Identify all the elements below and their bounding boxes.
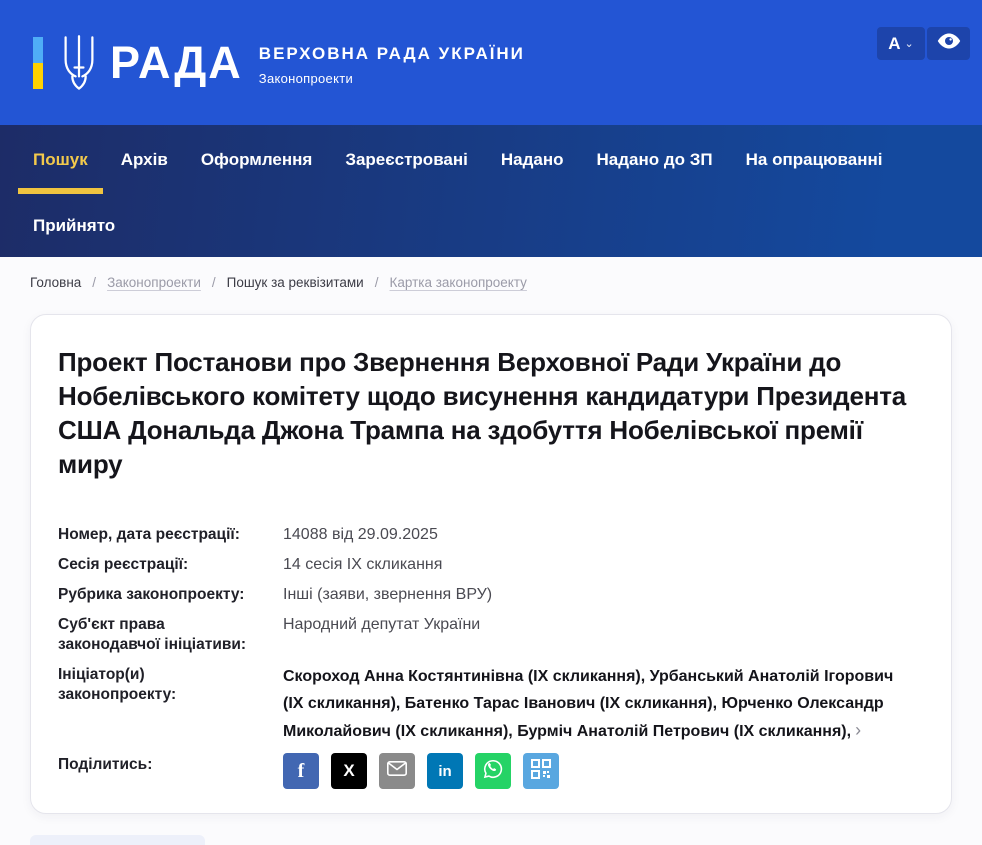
detail-value: Народний депутат України — [283, 616, 481, 633]
email-share-button[interactable] — [379, 753, 415, 789]
main-navigation — [0, 125, 982, 257]
header-controls — [877, 27, 970, 60]
x-twitter-share-button[interactable] — [331, 753, 367, 789]
detail-row-session — [58, 553, 911, 575]
nav-item-arkhiv[interactable]: Архів — [120, 150, 168, 169]
detail-value: 14 сесія ІХ скликання — [283, 556, 443, 573]
breadcrumb-home[interactable]: Головна — [30, 275, 82, 290]
breadcrumb-separator: / — [211, 275, 216, 290]
chevron-down-icon: ⌄ — [904, 38, 914, 50]
detail-row-number-date — [58, 523, 911, 545]
detail-value: Інші (заяви, звернення ВРУ) — [283, 586, 493, 603]
accessibility-eye-button[interactable] — [927, 27, 970, 60]
logo-text: РАДА — [110, 37, 243, 88]
nav-item-nadano[interactable]: Надано — [500, 150, 564, 169]
facebook-share-button[interactable] — [283, 753, 319, 789]
detail-row-initiators — [58, 663, 911, 745]
breadcrumb-zakonoproekty[interactable]: Законопроекти — [107, 275, 201, 290]
rada-logo[interactable] — [33, 34, 525, 92]
eye-icon — [937, 32, 961, 55]
breadcrumb-separator: / — [374, 275, 379, 290]
envelope-icon — [387, 761, 407, 781]
bill-card — [30, 314, 952, 814]
nav-item-pryiniato[interactable]: Прийнято — [33, 216, 116, 235]
detail-label: Номер, дата реєстрації: — [58, 526, 240, 543]
initiators-text[interactable]: Скороход Анна Костянтинівна (ІХ скликання), Урбанський Анатолій Ігорович (ІХ скликання), Батенко Тарас Іванович (ІХ скликання), Юрченко Олександр Миколайович (ІХ скликання), Бурміч Анатолій Петрович (ІХ скликання), — [283, 668, 894, 740]
x-twitter-icon: X — [343, 761, 355, 780]
chevron-right-icon[interactable]: › — [855, 720, 862, 740]
nav-row-1 — [18, 125, 982, 195]
bill-title: Проект Постанови про Звернення Верховної Ради України до Нобелівського комітету щодо висунення кандидатури Президента США Дональда Джона Трампа на здобуття Нобелівської премії миру — [58, 347, 907, 479]
detail-label: Рубрика законопроекту: — [58, 586, 245, 603]
breadcrumb — [0, 257, 982, 290]
qr-code-icon — [531, 759, 551, 784]
detail-label: Сесія реєстрації: — [58, 556, 189, 573]
share-buttons — [283, 753, 559, 789]
detail-label: Ініціатор(и) законопроекту: — [58, 666, 177, 703]
whatsapp-icon — [482, 758, 504, 785]
ukraine-flag-bar-icon — [33, 37, 43, 89]
detail-row-initiative-subject — [58, 613, 911, 655]
font-size-button[interactable] — [877, 27, 925, 60]
nav-item-zareiestrovani[interactable]: Зареєстровані — [345, 150, 468, 169]
breadcrumb-kartka-zakonoproektu[interactable]: Картка законопроекту — [389, 275, 527, 290]
nav-item-poshuk[interactable]: Пошук — [18, 125, 103, 195]
whatsapp-share-button[interactable] — [475, 753, 511, 789]
nav-item-oformlennia[interactable]: Оформлення — [200, 150, 313, 169]
tryzub-trident-icon — [56, 34, 102, 92]
share-row — [58, 753, 911, 789]
detail-label: Суб'єкт права законодавчої ініціативи: — [58, 616, 247, 653]
nav-row-2 — [18, 195, 982, 257]
next-section-partial — [30, 835, 205, 845]
share-label: Поділитись: — [58, 756, 153, 773]
facebook-icon: f — [297, 759, 305, 782]
breadcrumb-poshuk-za-rekvizytamy[interactable]: Пошук за реквізитами — [226, 275, 364, 290]
font-size-label: A — [888, 33, 901, 53]
site-subtitle: Законопроекти — [258, 70, 354, 86]
linkedin-icon: in — [438, 762, 452, 780]
linkedin-share-button[interactable] — [427, 753, 463, 789]
breadcrumb-separator: / — [92, 275, 97, 290]
site-title: ВЕРХОВНА РАДА УКРАЇНИ — [258, 43, 525, 63]
qr-code-share-button[interactable] — [523, 753, 559, 789]
detail-value: 14088 від 29.09.2025 — [283, 526, 438, 543]
initiators-list — [283, 663, 911, 745]
site-title-block — [259, 40, 525, 86]
nav-item-na-opratsiuvanni[interactable]: На опрацюванні — [745, 150, 883, 169]
nav-item-nadano-do-zp[interactable]: Надано до ЗП — [596, 150, 713, 169]
site-header — [0, 0, 982, 125]
detail-row-rubric — [58, 583, 911, 605]
